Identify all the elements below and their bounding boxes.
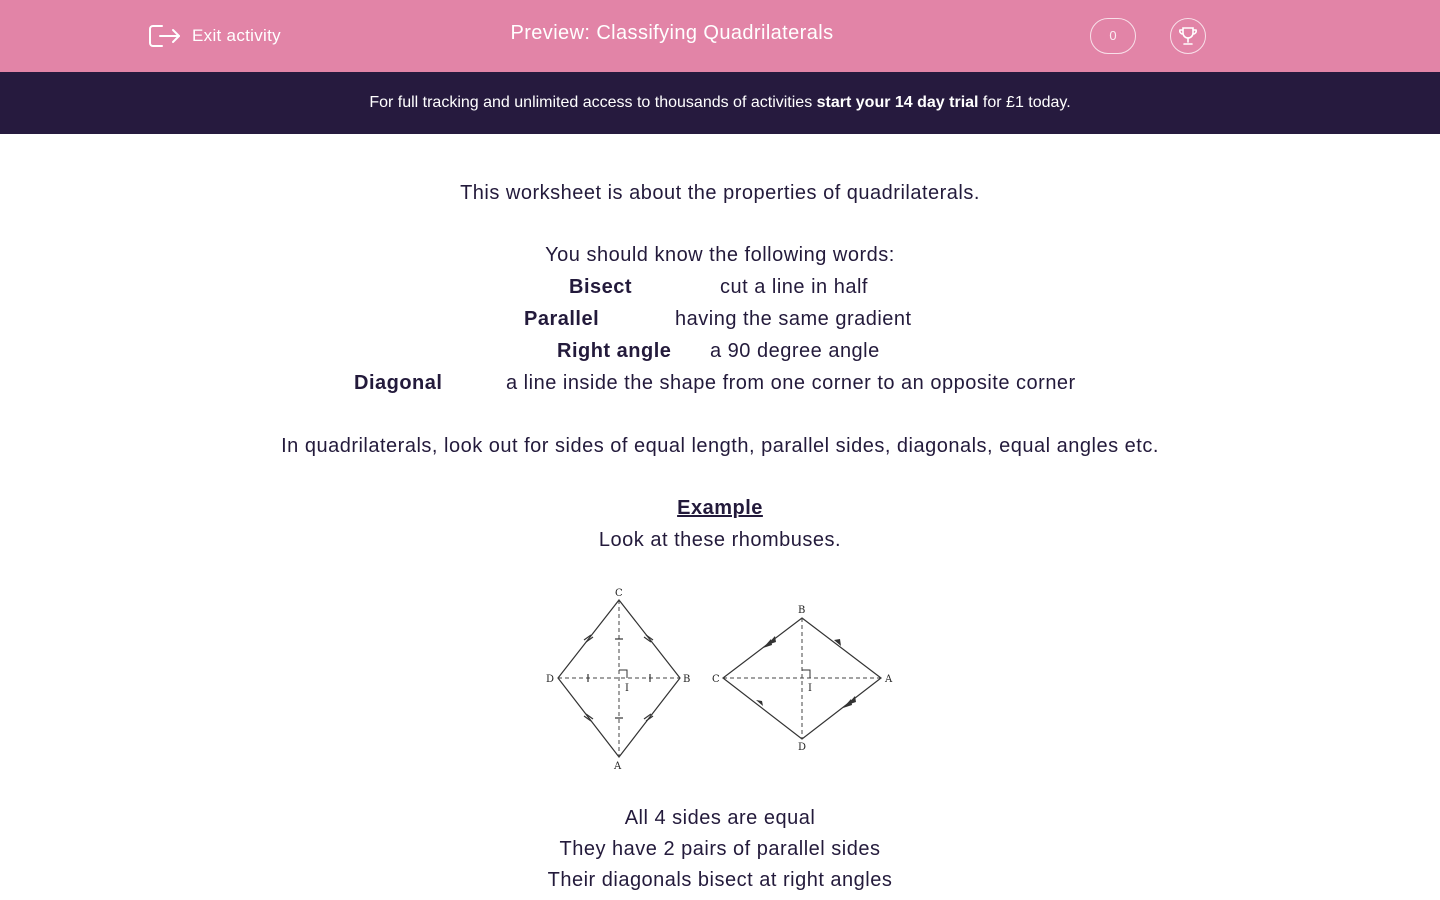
promo-text-end: for £1 today. — [978, 94, 1071, 111]
vertex-label: D — [546, 674, 555, 685]
vertex-label: A — [885, 674, 893, 685]
trophy-button[interactable] — [1170, 18, 1206, 54]
promo-text: For full tracking and unlimited access to thousands of activities — [369, 94, 817, 111]
glossary-term: Right angle — [557, 340, 672, 362]
vertex-label: A — [614, 761, 622, 772]
vertex-label: C — [712, 674, 720, 685]
exit-activity-label: Exit activity — [192, 26, 281, 45]
tip-text: In quadrilaterals, look out for sides of equal length, parallel sides, diagonals, equal angles etc. — [281, 435, 1159, 457]
example-text: Look at these rhombuses. — [598, 529, 842, 551]
vertex-label: C — [615, 588, 623, 599]
score-badge: 0 — [1090, 18, 1136, 54]
rhombus-left — [546, 588, 690, 772]
vertex-label: B — [798, 605, 806, 616]
centre-label: I — [625, 683, 629, 694]
property-text: They have 2 pairs of parallel sides — [559, 838, 881, 860]
worksheet-content — [0, 134, 1440, 900]
page-title: Preview: Classifying Quadrilaterals — [510, 22, 834, 44]
intro-text: This worksheet is about the properties of quadrilaterals. — [460, 182, 980, 204]
glossary-definition: a line inside the shape from one corner to an opposite corner — [506, 372, 1076, 394]
vertex-label: B — [683, 674, 691, 685]
glossary-term: Diagonal — [354, 372, 443, 394]
example-heading-row — [0, 497, 1440, 520]
glossary-definition: having the same gradient — [675, 308, 912, 330]
top-bar — [0, 0, 1440, 72]
promo-banner — [0, 72, 1440, 134]
rhombus-right — [712, 605, 893, 753]
glossary-definition: cut a line in half — [720, 276, 868, 298]
glossary-definition: a 90 degree angle — [710, 340, 880, 362]
glossary-term: Parallel — [524, 308, 600, 330]
property-text: Their diagonals bisect at right angles — [547, 869, 893, 891]
centre-label: I — [808, 683, 812, 694]
rhombus-diagrams — [540, 580, 900, 780]
trophy-icon — [1177, 25, 1199, 47]
property-text: All 4 sides are equal — [624, 807, 816, 829]
vertex-label: D — [798, 742, 807, 753]
example-heading: Example — [677, 497, 763, 519]
glossary-term: Bisect — [569, 276, 633, 298]
trial-link[interactable]: start your 14 day trial — [816, 94, 979, 111]
words-heading: You should know the following words: — [545, 244, 895, 266]
